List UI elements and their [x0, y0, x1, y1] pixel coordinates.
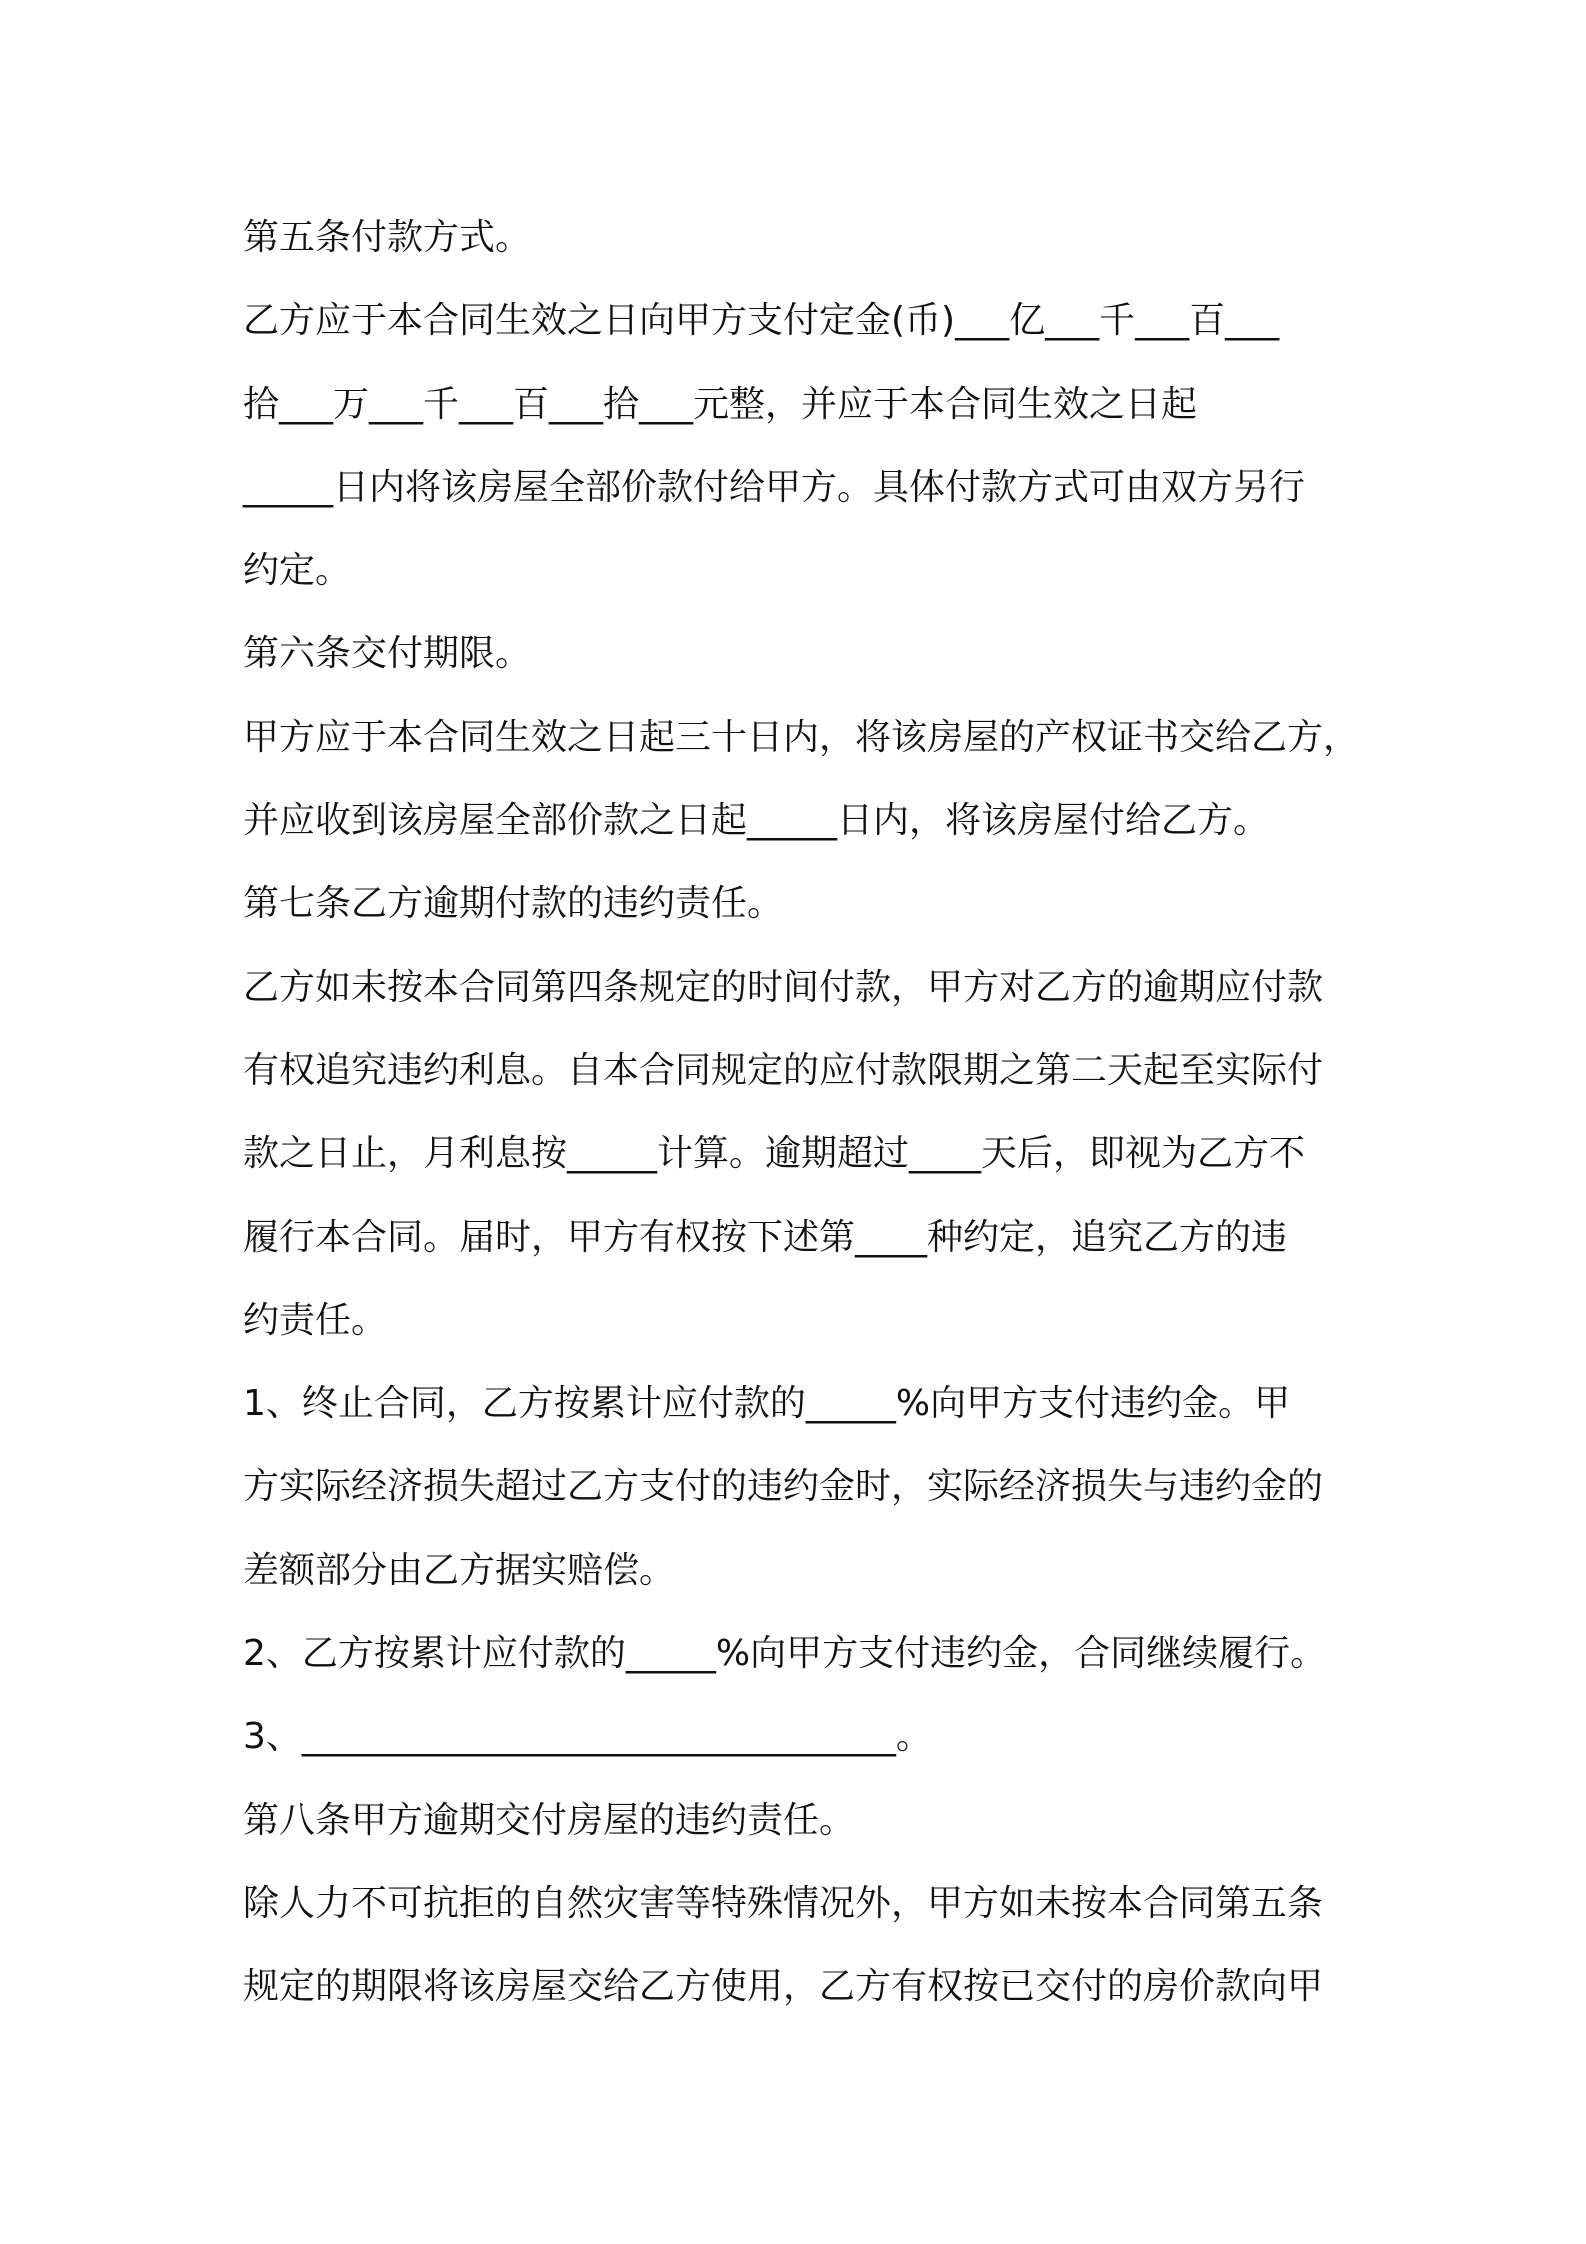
paragraph-line: 并应收到该房屋全部价款之日起_____日内，将该房屋付给乙方。 [243, 800, 1270, 842]
paragraph-line: 乙方如未按本合同第四条规定的时间付款，甲方对乙方的逾期应付款 [243, 966, 1324, 1008]
list-item-3: 3、_________________________________。 [243, 1716, 932, 1758]
paragraph-line: 约责任。 [243, 1299, 388, 1341]
list-item-1: 1、终止合同，乙方按累计应付款的_____%向甲方支付违约金。甲 [243, 1383, 1291, 1425]
paragraph-line: 拾___万___千___百___拾___元整，并应于本合同生效之日起 [243, 383, 1198, 425]
paragraph-line: 方实际经济损失超过乙方支付的违约金时，实际经济损失与违约金的 [243, 1466, 1324, 1508]
article-7-heading: 第七条乙方逾期付款的违约责任。 [243, 883, 784, 925]
paragraph-line: 除人力不可抗拒的自然灾害等特殊情况外，甲方如未按本合同第五条 [243, 1882, 1324, 1924]
paragraph-line: 乙方应于本合同生效之日向甲方支付定金(币)___亿___千___百___ [243, 300, 1280, 342]
document-body [243, 196, 1373, 2029]
paragraph-line: _____日内将该房屋全部价款付给甲方。具体付款方式可由双方另行 [243, 466, 1306, 508]
article-8-heading: 第八条甲方逾期交付房屋的违约责任。 [243, 1799, 856, 1841]
paragraph-line: 甲方应于本合同生效之日起三十日内，将该房屋的产权证书交给乙方， [243, 716, 1360, 758]
paragraph-line: 差额部分由乙方据实赔偿。 [243, 1549, 676, 1591]
paragraph-line: 约定。 [243, 550, 352, 592]
paragraph-line: 履行本合同。届时，甲方有权按下述第____种约定，追究乙方的违 [243, 1216, 1288, 1258]
article-6-heading: 第六条交付期限。 [243, 633, 532, 675]
paragraph-line: 有权追究违约利息。自本合同规定的应付款限期之第二天起至实际付 [243, 1049, 1324, 1091]
paragraph-line: 规定的期限将该房屋交给乙方使用，乙方有权按已交付的房价款向甲 [243, 1966, 1324, 2008]
article-5-heading: 第五条付款方式。 [243, 217, 532, 258]
list-item-2: 2、乙方按累计应付款的_____%向甲方支付违约金，合同继续履行。 [243, 1633, 1327, 1675]
paragraph-line: 款之日止，月利息按_____计算。逾期超过____天后，即视为乙方不 [243, 1133, 1306, 1175]
